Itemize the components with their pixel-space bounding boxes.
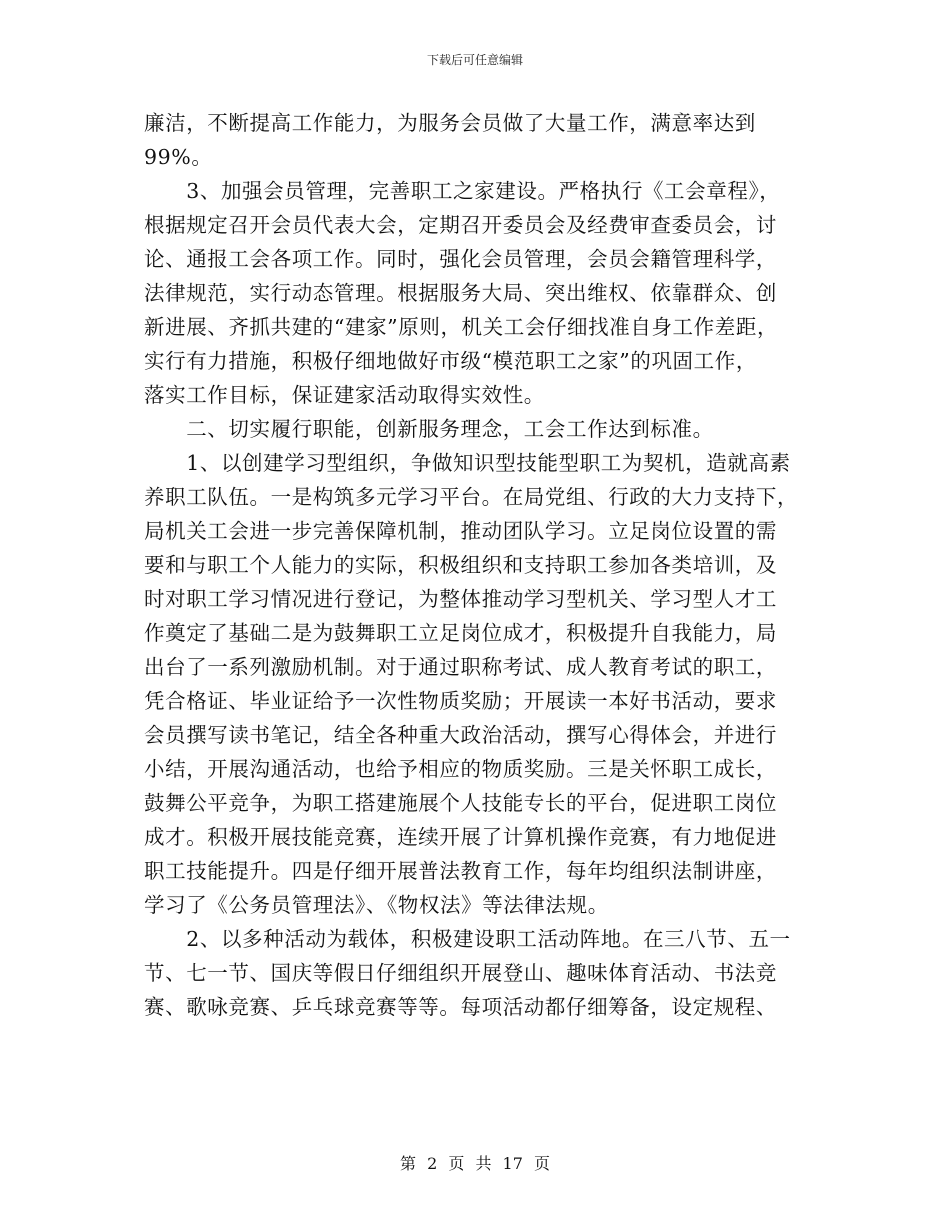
text-line: 3、加强会员管理，完善职工之家建设。严格执行《工会章程》， <box>144 179 781 203</box>
text-line: 新进展、齐抓共建的“建家”原则，机关工会仔细找准自身工作差距， <box>144 315 779 339</box>
text-line: 出台了一系列激励机制。对于通过职称考试、成人教育考试的职工， <box>144 655 777 679</box>
text-line: 法律规范，实行动态管理。根据服务大局、突出维权、依靠群众、创 <box>144 281 777 305</box>
text-line: 落实工作目标，保证建家活动取得实效性。 <box>144 383 545 407</box>
text-line: 实行有力措施，积极仔细地做好市级“模范职工之家”的巩固工作， <box>144 349 757 373</box>
text-line: 2、以多种活动为载体，积极建设职工活动阵地。在三八节、五一 <box>144 927 791 951</box>
text-line: 凭合格证、毕业证给予一次性物质奖励；开展读一本好书活动，要求 <box>144 689 777 713</box>
text-line: 论、通报工会各项工作。同时，强化会员管理，会员会籍管理科学， <box>144 247 777 271</box>
text-line: 要和与职工个人能力的实际，积极组织和支持职工参加各类培训，及 <box>144 553 777 577</box>
text-line: 1、以创建学习型组织，争做知识型技能型职工为契机，造就高素 <box>144 451 791 475</box>
text-line: 局机关工会进一步完善保障机制，推动团队学习。立足岗位设置的需 <box>144 519 777 543</box>
text-line: 学习了《公务员管理法》、《物权法》等法律法规。 <box>144 893 609 917</box>
text-line: 廉洁，不断提高工作能力，为服务会员做了大量工作，满意率达到 <box>144 111 756 135</box>
document-body <box>144 106 809 1024</box>
text-line: 作奠定了基础二是为鼓舞职工立足岗位成才，积极提升自我能力，局 <box>144 621 777 645</box>
text-line: 99%。 <box>144 145 213 169</box>
text-line: 时对职工学习情况进行登记，为整体推动学习型机关、学习型人才工 <box>144 587 777 611</box>
text-line: 会员撰写读书笔记，结全各种重大政治活动，撰写心得体会，并进行 <box>144 723 777 747</box>
text-line: 成才。积极开展技能竞赛，连续开展了计算机操作竞赛，有力地促进 <box>144 825 777 849</box>
page-header: 下载后可任意编辑 <box>426 53 523 67</box>
text-line: 鼓舞公平竞争，为职工搭建施展个人技能专长的平台，促进职工岗位 <box>144 791 777 815</box>
text-line: 养职工队伍。一是构筑多元学习平台。在局党组、行政的大力支持下， <box>144 485 799 509</box>
page-number-footer: 第 2 页 共 17 页 <box>400 1154 550 1173</box>
text-line: 节、七一节、国庆等假日仔细组织开展登山、趣味体育活动、书法竞 <box>144 961 777 985</box>
text-line: 根据规定召开会员代表大会，定期召开委员会及经费审查委员会，讨 <box>144 213 777 237</box>
text-line: 职工技能提升。四是仔细开展普法教育工作，每年均组织法制讲座， <box>144 859 777 883</box>
text-line: 赛、歌咏竞赛、乒乓球竞赛等等。每项活动都仔细筹备，设定规程、 <box>144 995 777 1019</box>
text-line: 二、切实履行职能，创新服务理念，工会工作达到标准。 <box>144 417 714 441</box>
text-line: 小结，开展沟通活动，也给予相应的物质奖励。三是关怀职工成长， <box>144 757 777 781</box>
